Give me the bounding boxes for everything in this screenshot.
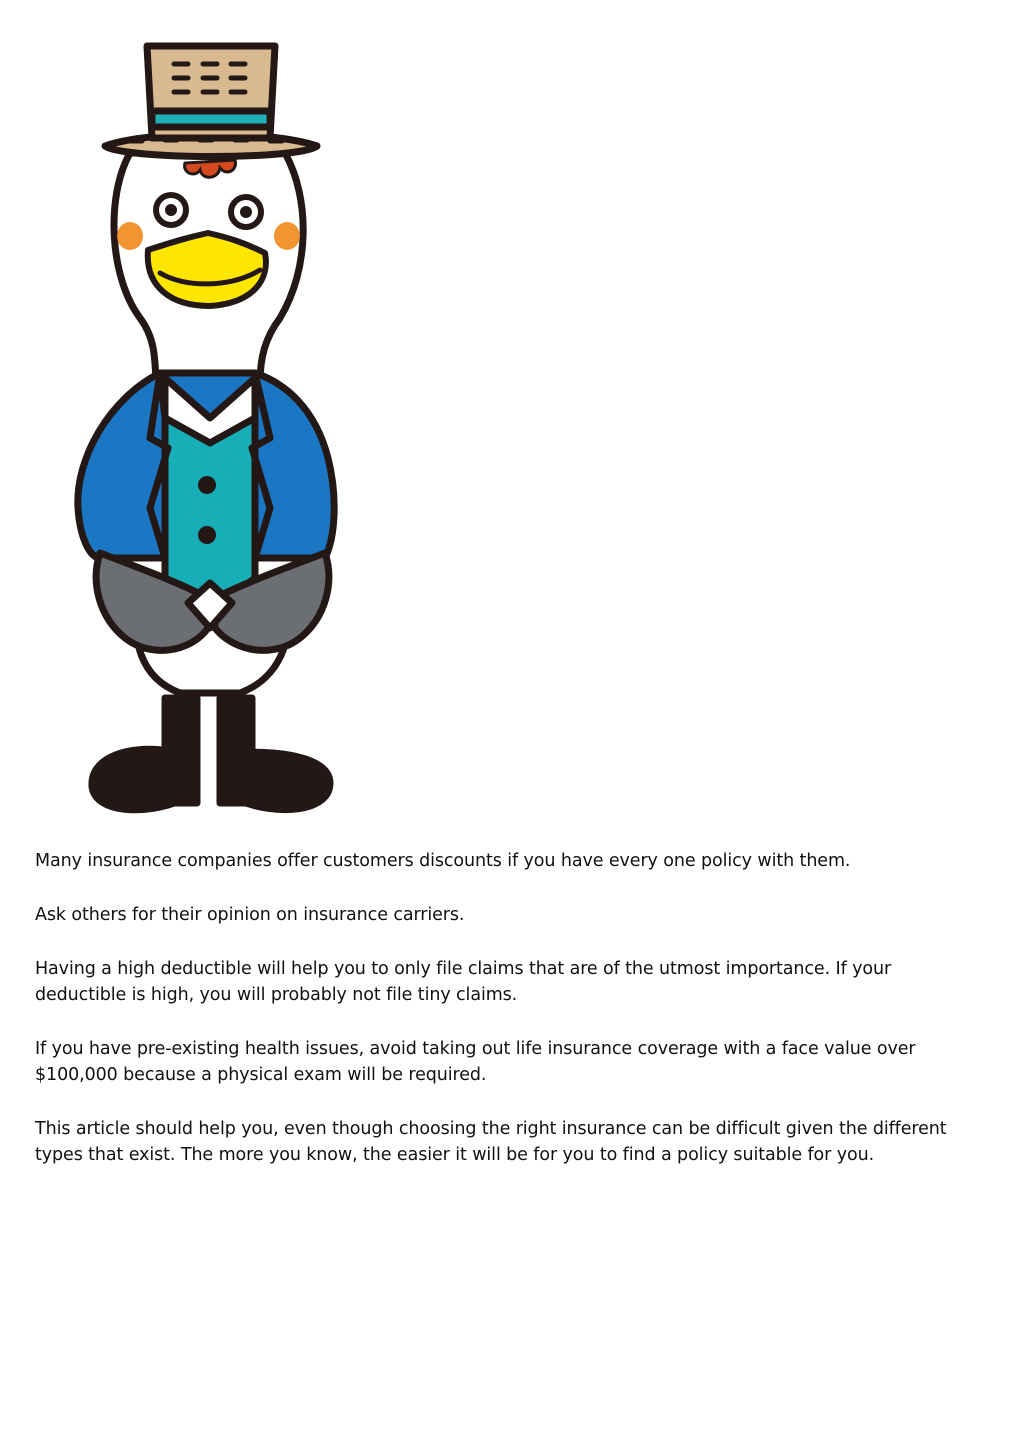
article-paragraph: This article should help you, even though choosing the right insurance can be difficult given the different types that exist. The more you know, the easier it will be for you to find a policy suitable for you. — [35, 1119, 947, 1165]
article-paragraph: If you have pre-existing health issues, avoid taking out life insurance coverage with a face value over $100,000 because a physical exam will be required. — [35, 1039, 916, 1085]
duck-mascot-icon — [70, 38, 350, 823]
article-body — [35, 848, 985, 1196]
article-paragraph: Having a high deductible will help you to only file claims that are of the utmost importance. If your deductible is high, you will probably not file tiny claims. — [35, 959, 892, 1005]
article-paragraph: Many insurance companies offer customers discounts if you have every one policy with them. — [35, 851, 851, 871]
article-paragraph: Ask others for their opinion on insurance carriers. — [35, 905, 465, 925]
